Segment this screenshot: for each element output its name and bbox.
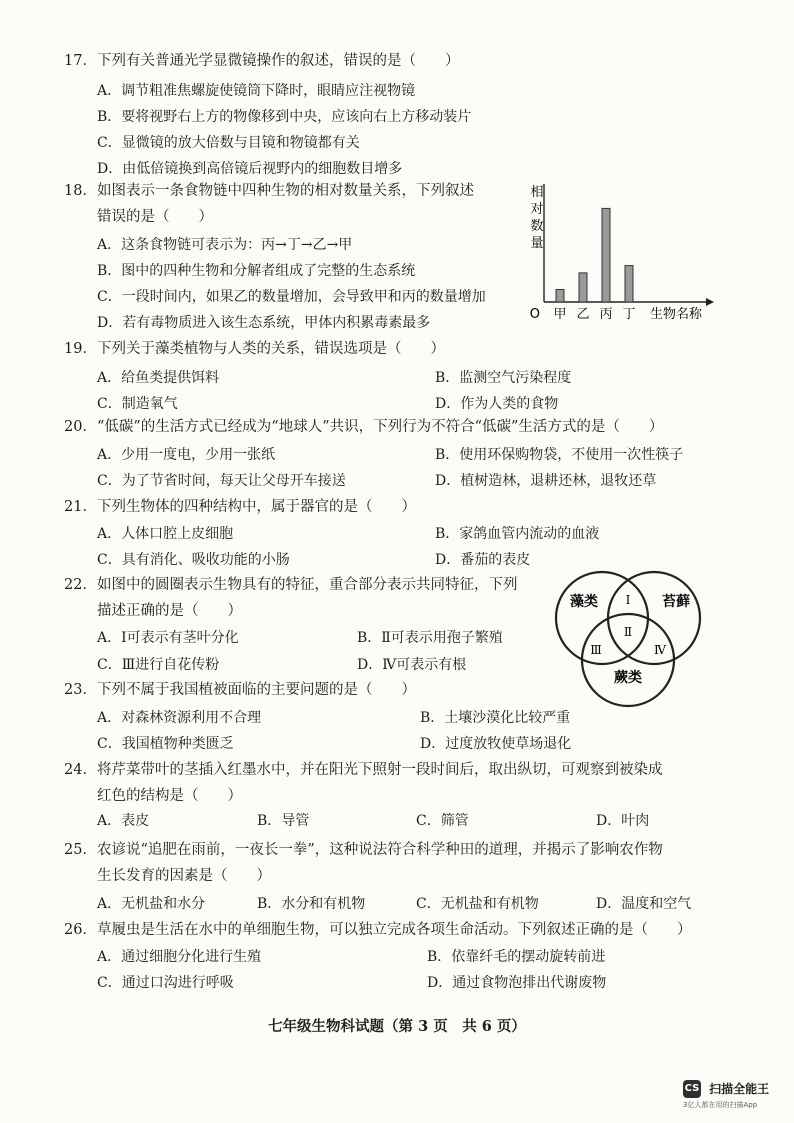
label-algae: 藻类 [570,594,598,610]
category-label: 乙 [576,307,590,322]
option-b: B．使用环保购物袋，不使用一次性筷子 [435,447,684,463]
question-25 [64,837,663,889]
option-a: A．人体口腔上皮细胞 [97,526,234,542]
option-d: D．通过食物泡排出代谢废物 [427,975,607,991]
label-fern: 蕨类 [614,670,642,686]
question-stem: 21．下列生物体的四种结构中，属于器官的是（ ） [64,499,416,515]
option-d: D．植树造林，退耕还林，退牧还草 [435,473,657,489]
option-b: B．监测空气污染程度 [435,370,572,386]
option-b: B．水分和有机物 [257,896,366,912]
option-b: B．土壤沙漠化比较严重 [420,710,571,726]
option-b: B．Ⅱ可表示用孢子繁殖 [357,630,503,646]
question-stem: 26．草履虫是生活在水中的单细胞生物，可以独立完成各项生命活动。下列叙述正确的是（ ） [64,922,692,938]
option-a: A．少用一度电，少用一张纸 [97,447,276,463]
question-stem: 20．“低碳”的生活方式已经成为“地球人”共识，下列行为不符合“低碳”生活方式的是（ ） [64,419,664,435]
region-3: Ⅲ [590,643,602,657]
question-stem-line2: 红色的结构是（ ） [97,788,242,804]
option-b: B．图中的四种生物和分解者组成了完整的生态系统 [97,263,416,279]
category-label: 丁 [622,307,636,322]
category-label: 丙 [599,307,613,322]
bars [556,208,633,302]
option-a: A．调节粗准焦螺旋使镜筒下降时，眼睛应注视物镜 [97,83,416,99]
question-stem-line2: 生长发育的因素是（ ） [97,868,271,884]
option-a: A．Ⅰ可表示有茎叶分化 [97,630,239,646]
x-axis-arrow-icon [706,298,714,306]
question-24 [64,757,662,809]
question-18 [64,178,474,230]
question-stem-line1: 25．农谚说“追肥在雨前，一夜长一拳”，这种说法符合科学种田的道理，并揭示了影响农作物 [64,842,663,858]
option-a: A．对森林资源利用不合理 [97,710,262,726]
option-c: C．我国植物种类匮乏 [97,736,234,752]
option-d: D．过度放牧使草场退化 [420,736,572,752]
x-axis-label: 生物名称 [650,307,703,322]
option-c: C．通过口沟进行呼吸 [97,975,234,991]
category-label: 甲 [553,307,567,322]
question-17 [64,48,459,74]
venn-diagram [536,560,720,710]
question-stem-line1: 18．如图表示一条食物链中四种生物的相对数量关系，下列叙述 [64,183,474,199]
option-c: C．为了节省时间，每天让父母开车接送 [97,473,346,489]
scanner-app-name: 扫描全能王 [709,1082,770,1096]
y-axis-label-char: 相 [530,185,544,200]
option-a: A．给鱼类提供饵料 [97,370,220,386]
option-a: A．表皮 [97,813,150,829]
option-d: D．Ⅳ可表示有根 [357,657,467,673]
option-c: C．Ⅲ进行自花传粉 [97,657,220,673]
option-c: C．一段时间内，如果乙的数量增加，会导致甲和丙的数量增加 [97,289,486,305]
option-a: A．这条食物链可表示为：丙→丁→乙→甲 [97,237,353,253]
bar-丙 [602,208,610,302]
question-19 [64,336,445,362]
option-c: C．筛管 [416,813,469,829]
y-axis-label-char: 数 [530,219,544,234]
scanner-logo-icon: CS [683,1080,701,1098]
question-stem: 19．下列关于藻类植物与人类的关系，错误选项是（ ） [64,341,445,357]
scanner-slogan: 3亿人都在用的扫描App [683,1101,758,1109]
option-c: C．显微镜的放大倍数与目镜和物镜都有关 [97,135,360,151]
scanner-watermark [683,1078,770,1109]
option-b: B．要将视野右上方的物像移到中央，应该向右上方移动装片 [97,109,472,125]
question-stem: 23．下列不属于我国植被面临的主要问题的是（ ） [64,682,416,698]
y-axis-label-char: 对 [530,202,544,217]
bar-丁 [625,266,633,302]
option-d: D．由低倍镜换到高倍镜后视野内的细胞数目增多 [97,161,403,177]
option-c: C．无机盐和有机物 [416,896,539,912]
option-d: D．番茄的表皮 [435,552,531,568]
bar-甲 [556,290,564,302]
category-labels [553,307,635,322]
food-chain-bar-chart [520,178,720,326]
option-a: A．通过细胞分化进行生殖 [97,949,262,965]
page-footer: 七年级生物科试题（第 3 页 共 6 页） [268,1018,526,1035]
option-b: B．导管 [257,813,310,829]
label-moss: 苔藓 [662,594,690,610]
option-b: B．家鸽血管内流动的血液 [435,526,600,542]
question-22 [64,572,517,624]
option-c: C．制造氧气 [97,396,178,412]
y-axis-label [530,184,543,251]
option-b: B．依靠纤毛的摆动旋转前进 [427,949,606,965]
region-4: Ⅳ [654,643,666,657]
question-23 [64,677,416,703]
bar-乙 [579,273,587,302]
question-26 [64,917,691,943]
region-1: Ⅰ [625,593,631,607]
question-stem-line2: 错误的是（ ） [97,209,213,225]
option-d: D．若有毒物质进入该生态系统，甲体内积累毒素最多 [97,315,431,331]
option-a: A．无机盐和水分 [97,896,206,912]
question-stem-line1: 22．如图中的圆圈表示生物具有的特征，重合部分表示共同特征，下列 [64,577,518,593]
question-stem-line1: 24．将芹菜带叶的茎插入红墨水中，并在阳光下照射一段时间后，取出纵切，可观察到被染成 [64,762,663,778]
option-d: D．作为人类的食物 [435,396,559,412]
option-c: C．具有消化、吸收功能的小肠 [97,552,290,568]
option-d: D．温度和空气 [596,896,692,912]
circle-algae [556,572,648,664]
region-2: Ⅱ [623,625,633,639]
option-d: D．叶肉 [596,813,650,829]
y-axis-label-char: 量 [530,236,544,251]
question-stem: 17．下列有关普通光学显微镜操作的叙述，错误的是（ ） [64,53,460,69]
question-stem-line2: 描述正确的是（ ） [97,603,242,619]
question-21 [64,494,416,520]
question-20 [64,414,663,440]
origin-label: O [529,307,540,322]
